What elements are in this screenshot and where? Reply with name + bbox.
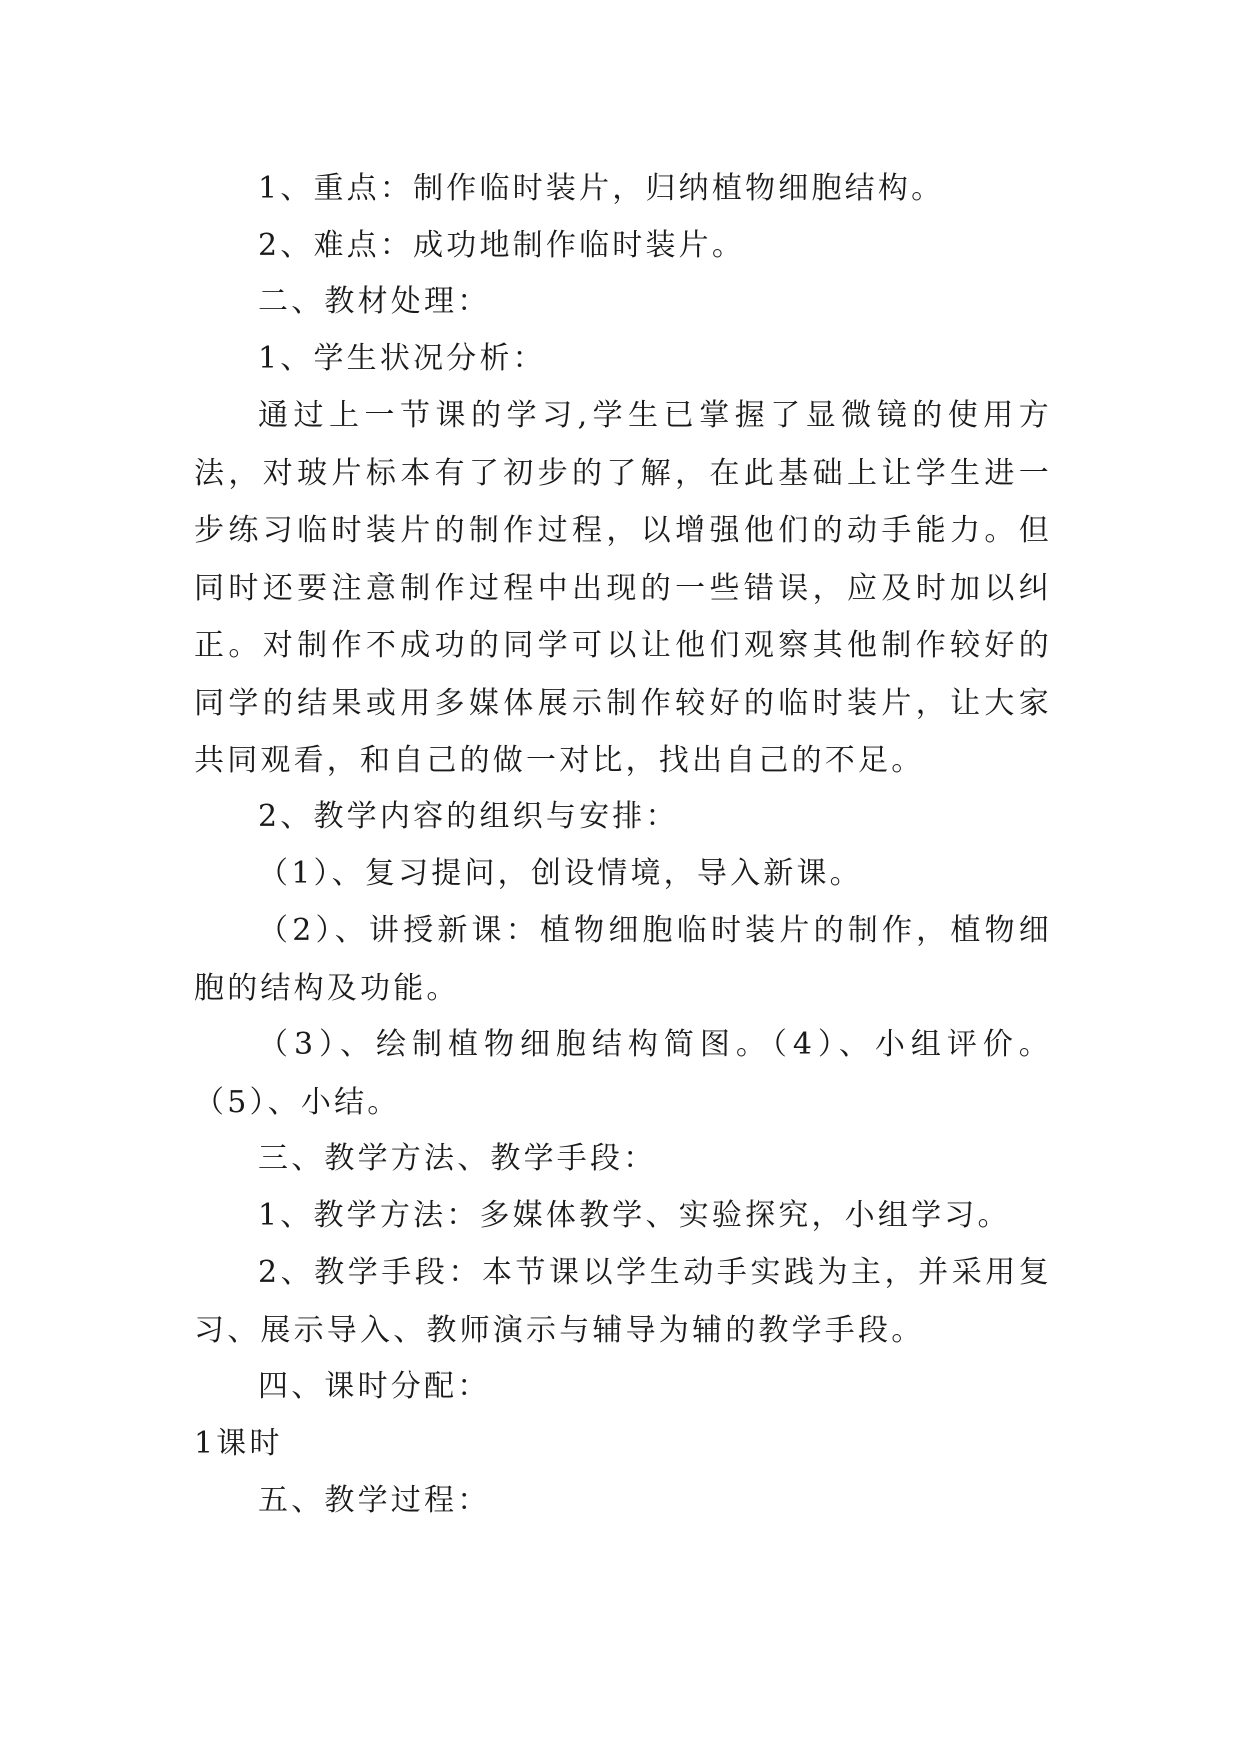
paragraph-key-point: 1、重点：制作临时装片，归纳植物细胞结构。 <box>258 171 945 206</box>
heading-teaching-process: 五、教学过程： <box>258 1483 491 1518</box>
heading-material-handling: 二、教材处理： <box>258 284 491 319</box>
paragraph-step-1: （1）、复习提问，创设情境，导入新课。 <box>258 856 863 891</box>
paragraph-teaching-method: 1、教学方法：多媒体教学、实验探究，小组学习。 <box>258 1198 1011 1233</box>
paragraph-step-2: （2）、讲授新课：植物细胞临时装片的制作，植物细胞的结构及功能。 <box>194 913 1052 1006</box>
paragraph-student-analysis: 通过上一节课的学习,学生已掌握了显微镜的使用方法，对玻片标本有了初步的了解，在此基础上让学生进一步练习临时装片的制作过程，以增强他们的动手能力。但同时还要注意制作过程中出现的一些错误，应及时加以纠正。对制作不成功的同学可以让他们观察其他制作较好的同学的结果或用多媒体展示制作较好的临时装片，让大家共同观看，和自己的做一对比，找出自己的不足。 <box>194 398 1052 778</box>
subheading-student-analysis: 1、学生状况分析： <box>258 341 546 376</box>
paragraph-difficult-point: 2、难点：成功地制作临时装片。 <box>258 228 746 263</box>
subheading-content-organization: 2、教学内容的组织与安排： <box>258 799 679 834</box>
paragraph-steps-3-5: （3）、绘制植物细胞结构简图。（4）、小组评价。（5）、小结。 <box>194 1027 1052 1120</box>
paragraph-teaching-means: 2、教学手段：本节课以学生动手实践为主，并采用复习、展示导入、教师演示与辅导为辅的教学手段。 <box>194 1255 1052 1348</box>
heading-class-hours: 四、课时分配： <box>258 1369 491 1404</box>
heading-teaching-methods: 三、教学方法、教学手段： <box>258 1141 657 1176</box>
paragraph-class-hours: 1课时 <box>194 1426 283 1461</box>
